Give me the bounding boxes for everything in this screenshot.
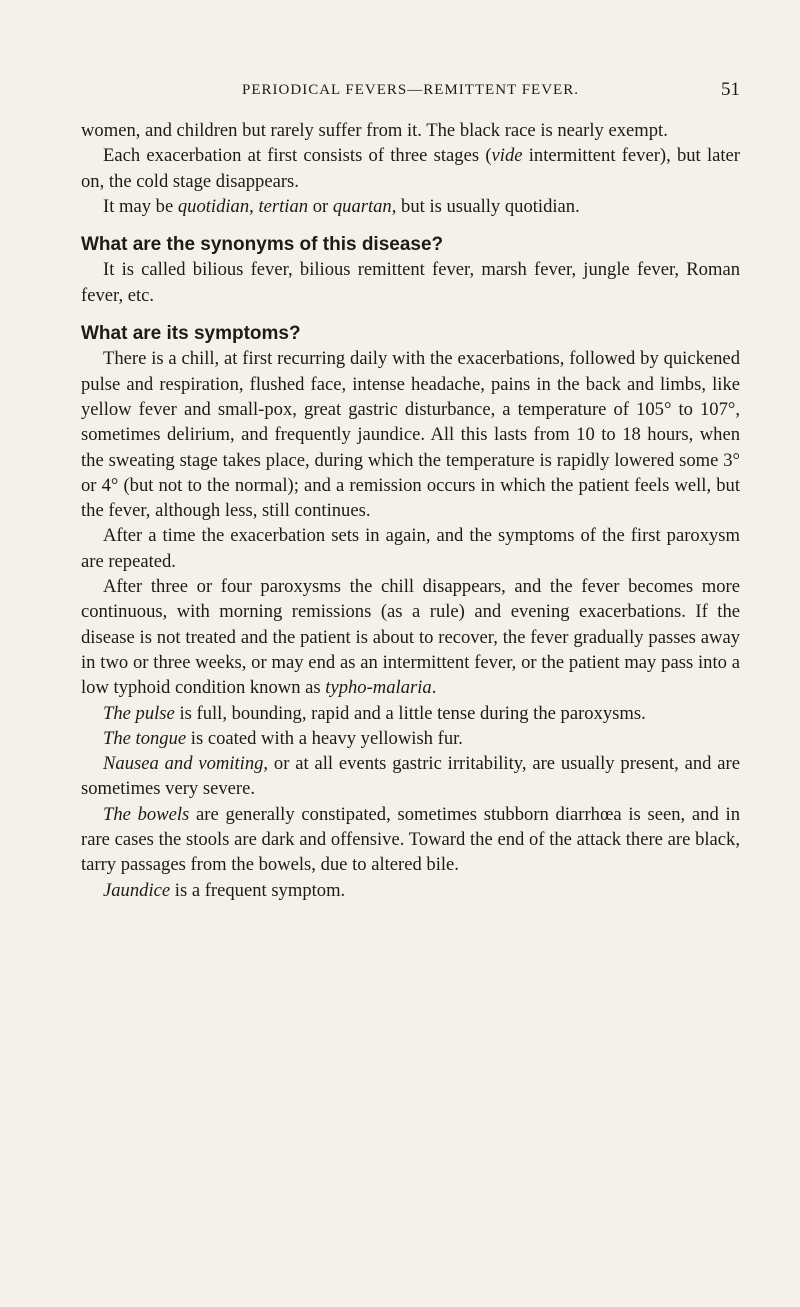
italic-text: The pulse (103, 702, 175, 724)
text: , but is usually quotidian. (391, 195, 580, 217)
paragraph: There is a chill, at first recurring daily with the exacerbations, followed by quickened pulse and respiration, flushed face, intense headache, pains in the back and limbs, like yellow fever and small-pox, great gastric disturbance, a temperature of 105° to 107°, sometimes delirium, and frequently jaundice. All this lasts from 10 to 18 hours, when the sweating stage takes place, during which the temperature is rapidly lowered some 3° or 4° (but not to the normal); and a remission occurs in which the patient feels well, but the fever, although less, still continues. (81, 348, 740, 522)
text: , or at all events gastric irritability, are usually present, and are sometimes very severe. (81, 753, 740, 800)
italic-text: quotidian (177, 195, 250, 217)
text: After three or four paroxysms the chill disappears, and the fever becomes more continuous, with morning remissions (as a rule) and evening exacerbations. If the disease is not treated and the patient is about to recover, the fever gradually passes away in two or three weeks, or may end as an intermittent fever, or the patient may pass into a low typhoid condition known as (81, 576, 740, 699)
italic-text: Nausea and vomiting (103, 753, 264, 775)
text: . (431, 677, 437, 699)
italic-text: typho-malaria (325, 677, 432, 699)
paragraph: women, and children but rarely suffer from it. The black race is nearly exempt. (81, 120, 668, 141)
italic-text: vide (491, 145, 523, 167)
paragraph (81, 751, 740, 802)
running-title: PERIODICAL FEVERS—REMITTENT FEVER. (242, 82, 579, 98)
question-heading: What are the synonyms of this disease? (81, 234, 444, 256)
text: intermittent fever), but later on, the cold stage disappears. (81, 145, 740, 192)
paragraph (81, 802, 740, 878)
italic-text: tertian (258, 195, 309, 217)
paragraph (81, 878, 740, 903)
italic-text: quartan (332, 195, 392, 217)
text: It may be (103, 195, 178, 217)
running-head (81, 79, 740, 106)
text: or (308, 195, 333, 217)
paragraph (81, 574, 740, 700)
text: is full, bounding, rapid and a little tense during the paroxysms. (174, 702, 646, 724)
italic-text: Jaundice (103, 879, 171, 901)
paragraph (81, 726, 740, 751)
text: are generally constipated, sometimes stubborn diarrhœa is seen, and in rare cases the stools are dark and offensive. Toward the end of the attack there are black, tarry passages from the bowels, due to altered bile. (81, 803, 740, 876)
text: is a frequent symptom. (170, 879, 346, 901)
italic-text: The tongue (103, 727, 187, 749)
page-body (81, 118, 740, 903)
text: is coated with a heavy yellowish fur. (186, 727, 463, 749)
text: Each exacerbation at first consists of three stages ( (103, 145, 492, 167)
paragraph (81, 194, 740, 219)
question-heading: What are its symptoms? (81, 323, 301, 345)
italic-text: The bowels (103, 803, 190, 825)
paragraph (81, 701, 740, 726)
paragraph: After a time the exacerbation sets in again, and the symptoms of the first paroxysm are repeated. (81, 525, 740, 572)
paragraph (81, 143, 740, 194)
text: , (249, 195, 259, 217)
page-number: 51 (721, 79, 740, 100)
paragraph: It is called bilious fever, bilious remittent fever, marsh fever, jungle fever, Roman fever, etc. (81, 259, 740, 306)
